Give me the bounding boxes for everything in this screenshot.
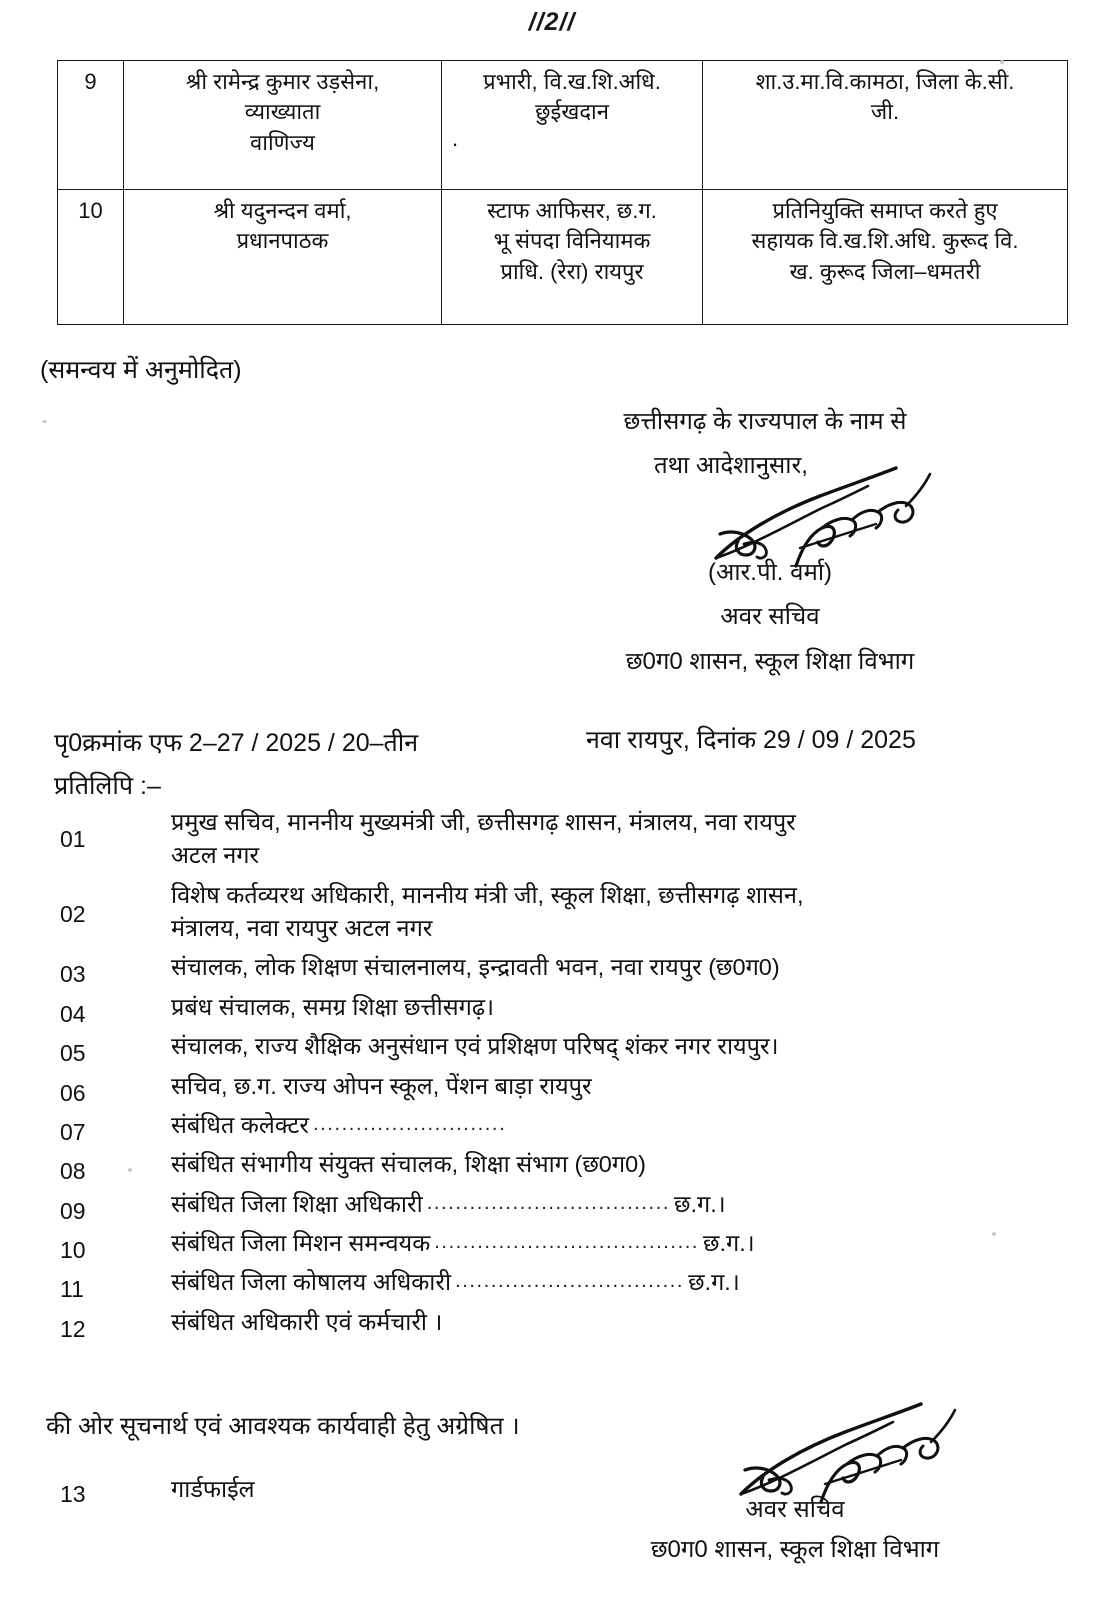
list-item-label: संबंधित जिला शिक्षा अधिकारी [171, 1190, 423, 1217]
list-item-line: अटल नगर [171, 842, 260, 869]
post-line: स्टाफ आफिसर, छ.ग. [487, 198, 657, 223]
signatory-department: छ0ग0 शासन, स्कूल शिक्षा विभाग [650, 1535, 940, 1563]
list-item-line: प्रमुख सचिव, माननीय मुख्यमंत्री जी, छत्तीसगढ़ शासन, मंत्रालय, नवा रायपुर [171, 809, 796, 835]
cell-officer-name [124, 61, 442, 190]
scan-speck [128, 1168, 132, 1172]
name-line: वाणिज्य [250, 129, 315, 155]
list-item [54, 1030, 1054, 1069]
list-item-line: संचालक, राज्य शैक्षिक अनुसंधान एवं प्रशिक्षण परिषद् शंकर नगर रायपुर। [171, 1033, 779, 1060]
list-item [54, 1188, 1054, 1227]
cell-post [442, 190, 703, 325]
list-item [54, 1148, 1054, 1187]
transfer-table [57, 60, 1068, 325]
list-item [54, 1070, 1054, 1109]
list-item-number: 12 [60, 1315, 86, 1342]
list-item-number: 04 [60, 1000, 86, 1027]
name-line: प्रधानपाठक [236, 228, 329, 254]
list-item-text [171, 1188, 1054, 1227]
list-item-text [171, 951, 1054, 990]
list-item [54, 879, 1054, 952]
list-item-line: विशेष कर्तव्यरथ अधिकारी, माननीय मंत्री जी, स्कूल शिक्षा, छत्तीसगढ़ शासन, [171, 881, 804, 908]
list-item-line [171, 1109, 1054, 1142]
dotted-fill-line: ........................... [313, 1112, 507, 1135]
list-item [54, 1227, 1054, 1266]
table-row [58, 61, 1068, 190]
list-item-text [171, 1266, 1054, 1305]
forwarding-line: की ओर सूचनार्थ एवं आवश्यक कार्यवाही हेतु अग्रेषित । [46, 1413, 520, 1440]
list-item-text [171, 806, 1054, 879]
list-item-line: संचालक, लोक शिक्षण संचालनालय, इन्द्रावती भवन, नवा रायपुर (छ0ग0) [171, 954, 780, 981]
place-line: सहायक वि.ख.शि.अधि. कुरूद वि. [751, 228, 1019, 254]
signature-block-primary [520, 400, 1020, 684]
governor-name-line: छत्तीसगढ़ के राज्यपाल के नाम से [623, 408, 907, 435]
copy-distribution-list [54, 806, 1054, 1345]
list-item-suffix: छ.ग.। [674, 1190, 726, 1217]
list-item [54, 991, 1054, 1030]
list-item-text [171, 1030, 1054, 1069]
list-item-text [171, 1148, 1054, 1187]
list-item [54, 1266, 1054, 1305]
post-line: प्रभारी, वि.ख.शि.अधि. [483, 69, 661, 94]
by-order-line: तथा आदेशानुसार, [654, 452, 808, 480]
list-item-line: सचिव, छ.ग. राज्य ओपन स्कूल, पेंशन बाड़ा रायपुर [171, 1072, 592, 1099]
signature-space [520, 489, 1020, 551]
dotted-fill-line: ..................................... [434, 1230, 700, 1253]
list-item [54, 951, 1054, 990]
name-line: श्री यदुनन्दन वर्मा, [213, 198, 352, 223]
list-item-number: 07 [60, 1118, 86, 1145]
endorsement-number: पृ0क्रमांक एफ 2–27 / 2025 / 20–तीन [54, 729, 419, 757]
dotted-fill-line: .................................. [426, 1191, 671, 1214]
name-line: व्याख्याता [244, 99, 321, 125]
list-item-text [171, 1227, 1054, 1266]
page-marker: //2// [528, 8, 576, 36]
list-item-text [171, 991, 1054, 1030]
list-item-text [171, 1070, 1054, 1109]
list-item-text [171, 1306, 1054, 1345]
signatory-designation: अवर सचिव [745, 1496, 845, 1523]
place-line: शा.उ.मा.वि.कामठा, जिला के.सी. [755, 69, 1015, 94]
list-item-number: 11 [60, 1276, 84, 1303]
post-line: प्राधि. (रेरा) रायपुर [500, 258, 644, 284]
cell-serial-number: 9 [58, 61, 124, 190]
list-item [54, 806, 1054, 879]
list-item-number: 09 [60, 1197, 86, 1224]
list-item-line [171, 1266, 1054, 1299]
list-item [54, 1306, 1054, 1345]
list-item-number: 10 [60, 1236, 86, 1263]
scan-speck [992, 1232, 996, 1236]
list-item-number: 13 [60, 1481, 86, 1507]
endorsement-place-date: नवा रायपुर, दिनांक 29 / 09 / 2025 [586, 726, 916, 754]
list-item-number: 01 [60, 826, 86, 852]
post-line: भू संपदा विनियामक [493, 228, 651, 254]
list-item-text: गार्डफाईल [171, 1476, 255, 1502]
list-item-suffix: छ.ग.। [688, 1269, 740, 1296]
list-item-number: 05 [60, 1040, 86, 1067]
list-item-text [171, 1109, 1054, 1148]
list-item-number: 02 [60, 900, 86, 927]
place-line: जी. [870, 99, 900, 125]
scan-speck [42, 420, 47, 423]
list-item-line: संबंधित अधिकारी एवं कर्मचारी । [171, 1308, 443, 1335]
copy-label: प्रतिलिपि :– [54, 772, 161, 800]
list-item-label: संबंधित जिला कोषालय अधिकारी [171, 1269, 452, 1296]
scan-speck [1000, 60, 1004, 64]
list-item-label: संबंधित जिला मिशन समन्वयक [171, 1229, 431, 1256]
name-line: श्री रामेन्द्र कुमार उड़सेना, [185, 69, 380, 94]
list-item-label: संबंधित कलेक्टर [171, 1111, 310, 1138]
signatory-designation: अवर सचिव [720, 603, 820, 631]
list-item-line: मंत्रालय, नवा रायपुर अटल नगर [171, 915, 433, 942]
list-item-line [171, 1188, 1054, 1221]
list-item-line [171, 1227, 1054, 1260]
cell-officer-name [124, 190, 442, 325]
signatory-department: छ0ग0 शासन, स्कूल शिक्षा विभाग [625, 647, 915, 675]
list-item-number: 06 [60, 1079, 86, 1106]
list-item-text [171, 879, 1054, 952]
post-filler-mark: . [452, 125, 459, 151]
place-line: प्रतिनियुक्ति समाप्त करते हुए [772, 198, 998, 223]
table-row [58, 190, 1068, 325]
cell-place [703, 61, 1068, 190]
guard-file-item [54, 1473, 554, 1512]
post-line: छुईखदान [535, 99, 609, 125]
cell-serial-number: 10 [58, 190, 124, 325]
list-item-number: 08 [60, 1158, 86, 1185]
list-item-suffix: छ.ग.। [703, 1229, 755, 1256]
list-item-line: प्रबंध संचालक, समग्र शिक्षा छत्तीसगढ़। [171, 993, 495, 1020]
dotted-fill-line: ................................ [455, 1270, 685, 1293]
list-item-number: 03 [60, 961, 86, 988]
cell-place [703, 190, 1068, 325]
cell-post [442, 61, 703, 190]
signatory-name: (आर.पी. वर्मा) [707, 558, 833, 586]
approval-note: (समन्वय में अनुमोदित) [40, 356, 242, 384]
place-line: ख. कुरूद जिला–धमतरी [789, 258, 981, 284]
signature-block-secondary [560, 1490, 1030, 1569]
list-item [54, 1109, 1054, 1148]
list-item-line: संबंधित संभागीय संयुक्त संचालक, शिक्षा संभाग (छ0ग0) [171, 1151, 646, 1178]
